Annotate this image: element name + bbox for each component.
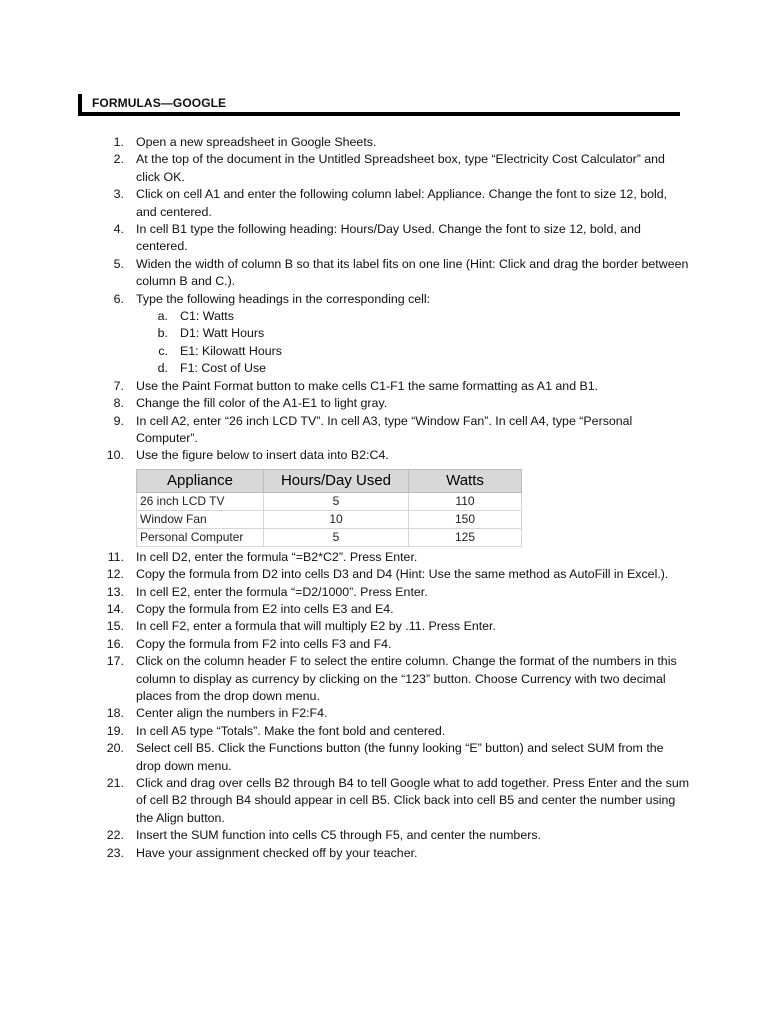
sub-item-letter: a. <box>157 309 168 324</box>
sub-item-text: D1: Watt Hours <box>180 326 265 341</box>
sub-list <box>136 308 690 378</box>
figure-cell: 150 <box>409 510 522 528</box>
sub-item-text: F1: Cost of Use <box>180 361 267 376</box>
figure-cell: Window Fan <box>137 510 264 528</box>
step-number: 16. <box>106 636 124 651</box>
step-text: Have your assignment checked off by your teacher. <box>136 845 418 860</box>
instruction-step <box>90 549 690 566</box>
step-number: 21. <box>106 776 124 790</box>
instruction-list <box>90 134 690 862</box>
figure-row <box>137 528 522 546</box>
data-figure <box>136 465 690 549</box>
instruction-step <box>90 151 690 186</box>
instruction-step <box>90 447 690 548</box>
step-text: Type the following headings in the corresponding cell: <box>136 291 431 306</box>
instruction-step <box>90 413 690 448</box>
step-number: 1. <box>113 135 124 149</box>
figure-cell: 125 <box>409 528 522 546</box>
section-heading: FORMULAS—GOOGLE <box>92 96 227 110</box>
sub-item <box>136 343 690 360</box>
step-number: 9. <box>113 413 124 428</box>
instruction-step <box>90 256 690 291</box>
step-number: 22. <box>106 828 124 843</box>
figure-header-cell: Watts <box>409 469 522 492</box>
step-text: In cell A2, enter “26 inch LCD TV”. In cell A3, type “Window Fan”. In cell A4, type “Personal Computer”. <box>136 413 633 445</box>
step-number: 18. <box>106 706 124 721</box>
sub-item-text: C1: Watts <box>180 309 234 324</box>
step-text: Copy the formula from F2 into cells F3 and F4. <box>136 636 392 651</box>
step-text: In cell F2, enter a formula that will multiply E2 by .11. Press Enter. <box>136 619 496 634</box>
step-text: Insert the SUM function into cells C5 through F5, and center the numbers. <box>136 828 541 843</box>
step-number: 2. <box>113 152 124 167</box>
step-number: 17. <box>106 654 124 669</box>
figure-cell: 110 <box>409 492 522 510</box>
sub-item <box>136 308 690 325</box>
figure-row <box>137 510 522 528</box>
instruction-step <box>90 705 690 722</box>
instruction-step <box>90 186 690 221</box>
step-text: Use the figure below to insert data into B2:C4. <box>136 448 389 463</box>
figure-cell: 5 <box>264 528 409 546</box>
step-text: Select cell B5. Click the Functions button (the funny looking “E” button) and select SUM from the drop down menu. <box>136 741 664 773</box>
step-text: Click on the column header F to select the entire column. Change the format of the numbers in this column to display as currency by clicking on the “123” button. Choose Currency with two decimal places from the drop down menu. <box>136 654 677 703</box>
figure-header-row <box>137 469 522 492</box>
instruction-step <box>90 378 690 395</box>
step-number: 8. <box>113 396 124 411</box>
sub-item-letter: b. <box>157 326 168 341</box>
instruction-step <box>90 134 690 151</box>
sub-item-letter: c. <box>158 343 168 358</box>
step-number: 6. <box>113 291 124 306</box>
sub-item-text: E1: Kilowatt Hours <box>180 343 282 358</box>
step-number: 3. <box>113 187 124 202</box>
figure-header-cell: Appliance <box>137 469 264 492</box>
instruction-step <box>90 653 690 705</box>
step-number: 15. <box>106 619 124 634</box>
step-number: 13. <box>106 584 124 599</box>
step-text: At the top of the document in the Untitled Spreadsheet box, type “Electricity Cost Calculator” and click OK. <box>136 152 665 184</box>
instruction-step <box>90 566 690 583</box>
instruction-step <box>90 636 690 653</box>
step-text: In cell B1 type the following heading: Hours/Day Used. Change the font to size 12, bold, and centered. <box>136 222 641 254</box>
step-text: Copy the formula from E2 into cells E3 and E4. <box>136 601 394 616</box>
step-text: Widen the width of column B so that its label fits on one line (Hint: Click and drag the border between column B and C.). <box>136 256 689 289</box>
step-text: Use the Paint Format button to make cells C1-F1 the same formatting as A1 and B1. <box>136 378 599 393</box>
figure-cell: 10 <box>264 510 409 528</box>
sub-item-letter: d. <box>157 361 168 376</box>
sub-item <box>136 325 690 342</box>
step-number: 4. <box>113 222 124 237</box>
step-number: 19. <box>106 723 124 738</box>
step-text: Copy the formula from D2 into cells D3 and D4 (Hint: Use the same method as AutoFill in Excel.). <box>136 567 669 582</box>
instruction-step <box>90 723 690 740</box>
figure-table <box>136 469 522 547</box>
instruction-step <box>90 584 690 601</box>
step-text: Click and drag over cells B2 through B4 to tell Google what to add together. Press Enter and the sum of cell B2 through B4 should appear in cell B5. Click back into cell B5 and center the number using the Align button. <box>136 776 690 825</box>
sub-item <box>136 360 690 377</box>
step-text: In cell E2, enter the formula “=D2/1000”. Press Enter. <box>136 584 428 599</box>
instruction-step <box>90 618 690 635</box>
step-number: 10. <box>106 448 124 463</box>
instruction-step <box>90 845 690 862</box>
figure-cell: Personal Computer <box>137 528 264 546</box>
step-number: 11. <box>107 549 124 564</box>
instruction-step <box>90 827 690 844</box>
step-text: In cell D2, enter the formula “=B2*C2”. Press Enter. <box>136 549 418 564</box>
instruction-step <box>90 601 690 618</box>
step-text: Center align the numbers in F2:F4. <box>136 706 328 721</box>
figure-cell: 26 inch LCD TV <box>137 492 264 510</box>
instruction-step <box>90 740 690 775</box>
step-number: 7. <box>113 378 124 393</box>
instruction-step <box>90 395 690 412</box>
instruction-step <box>90 775 690 827</box>
step-text: In cell A5 type “Totals”. Make the font bold and centered. <box>136 723 446 738</box>
figure-header-cell: Hours/Day Used <box>264 469 409 492</box>
step-number: 5. <box>113 256 124 271</box>
step-text: Open a new spreadsheet in Google Sheets. <box>136 135 377 149</box>
instruction-step <box>90 291 690 378</box>
step-number: 12. <box>106 567 124 582</box>
section-heading-bar <box>78 94 680 116</box>
instruction-step <box>90 221 690 256</box>
step-text: Click on cell A1 and enter the following column label: Appliance. Change the font to size 12, bold, and centered. <box>136 187 668 219</box>
figure-cell: 5 <box>264 492 409 510</box>
step-text: Change the fill color of the A1-E1 to light gray. <box>136 396 388 411</box>
step-number: 20. <box>106 741 124 756</box>
step-number: 23. <box>106 845 124 860</box>
step-number: 14. <box>106 601 124 616</box>
figure-row <box>137 492 522 510</box>
